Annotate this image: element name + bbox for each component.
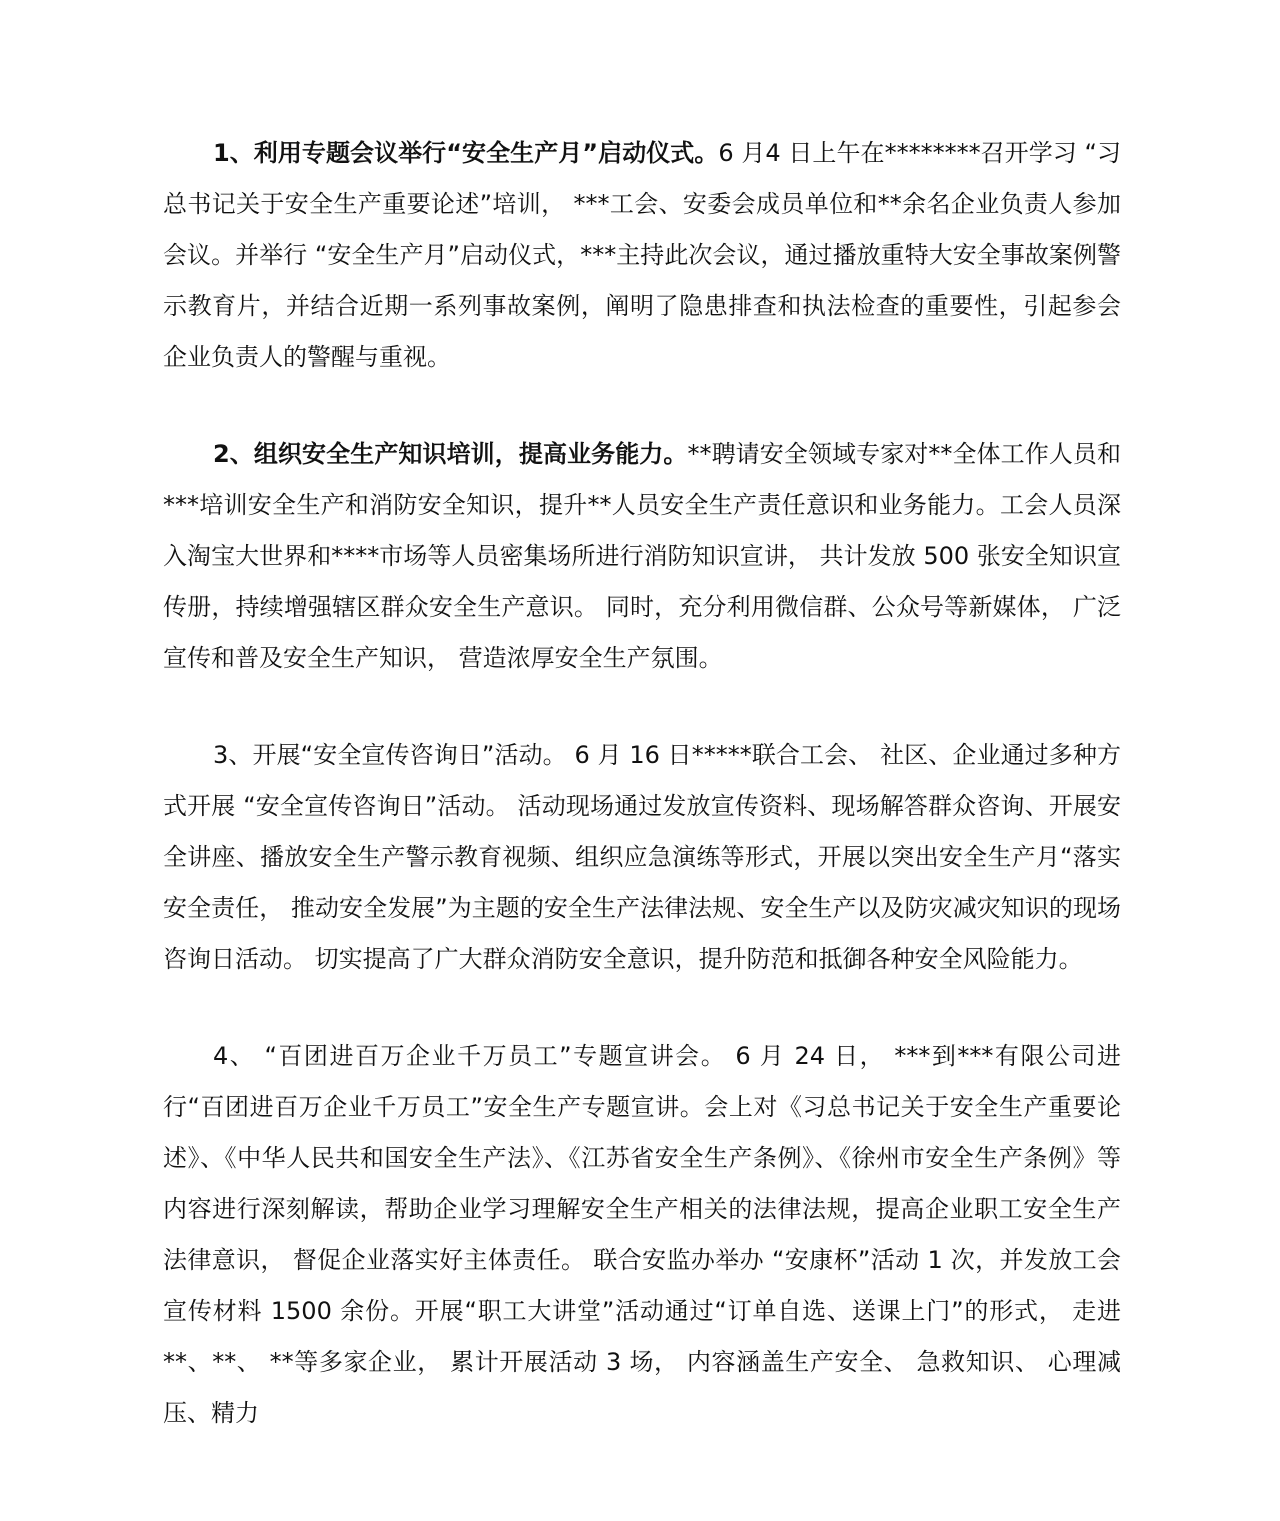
paragraph-1-body: 6 月4 日上午在********召开学习 “习总书记关于安全生产重要论述”培训， ***工会、安委会成员单位和**余名企业负责人参加会议。并举行 “安全生产月”启动仪式，***主持此次会议，通过播放重特大安全事故案例警示教育片，并结合近期一系列事故案例，阐明了隐患排查和执法检查的重要性，引起参会企业负责人的警醒与重视。	[163, 139, 1122, 371]
paragraph-2-body: **聘请安全领域专家对**全体工作人员和***培训安全生产和消防安全知识，提升**人员安全生产责任意识和业务能力。工会人员深入淘宝大世界和****市场等人员密集场所进行消防知识宣讲， 共计发放 500 张安全知识宣传册，持续增强辖区群众安全生产意识。 同时，充分利用微信群、公众号等新媒体， 广泛宣传和普及安全生产知识， 营造浓厚安全生产氛围。	[163, 440, 1121, 672]
paragraph-3-body: 6 月 16 日*****联合工会、 社区、企业通过多种方式开展 “安全宣传咨询日”活动。 活动现场通过发放宣传资料、现场解答群众咨询、开展安全讲座、播放安全生产警示教育视频、组织应急演练等形式，开展以突出安全生产月“落实安全责任， 推动安全发展”为主题的安全生产法律法规、安全生产以及防灾减灾知识的现场咨询日活动。 切实提高了广大群众消防安全意识，提升防范和抵御各种安全风险能力。	[163, 741, 1121, 973]
paragraph-1	[163, 128, 1121, 383]
paragraph-4-body: 6 月 24 日， ***到***有限公司进行“百团进百万企业千万员工”安全生产专题宣讲。会上对《习总书记关于安全生产重要论述》、《中华人民共和国安全生产法》、《江苏省安全生产条例》、《徐州市安全生产条例》等内容进行深刻解读，帮助企业学习理解安全生产相关的法律法规，提高企业职工安全生产法律意识， 督促企业落实好主体责任。 联合安监办举办 “安康杯”活动 1 次，并发放工会宣传材料 1500 余份。开展“职工大讲堂”活动通过“订单自选、送课上门”的形式， 走进**、**、 **等多家企业， 累计开展活动 3 场， 内容涵盖生产安全、 急救知识、 心理减压、精力	[163, 1042, 1122, 1427]
paragraph-1-heading: 1、利用专题会议举行“安全生产月”启动仪式。	[213, 139, 719, 167]
paragraph-3	[163, 730, 1121, 985]
paragraph-2-heading: 2、组织安全生产知识培训，提高业务能力。	[213, 440, 688, 468]
paragraph-3-heading: 3、开展“安全宣传咨询日”活动。	[213, 741, 567, 769]
paragraph-4-heading: 4、 “百团进百万企业千万员工”专题宣讲会。	[213, 1042, 727, 1070]
paragraph-4	[163, 1031, 1121, 1439]
paragraph-2	[163, 429, 1121, 684]
document-page	[163, 128, 1121, 1439]
